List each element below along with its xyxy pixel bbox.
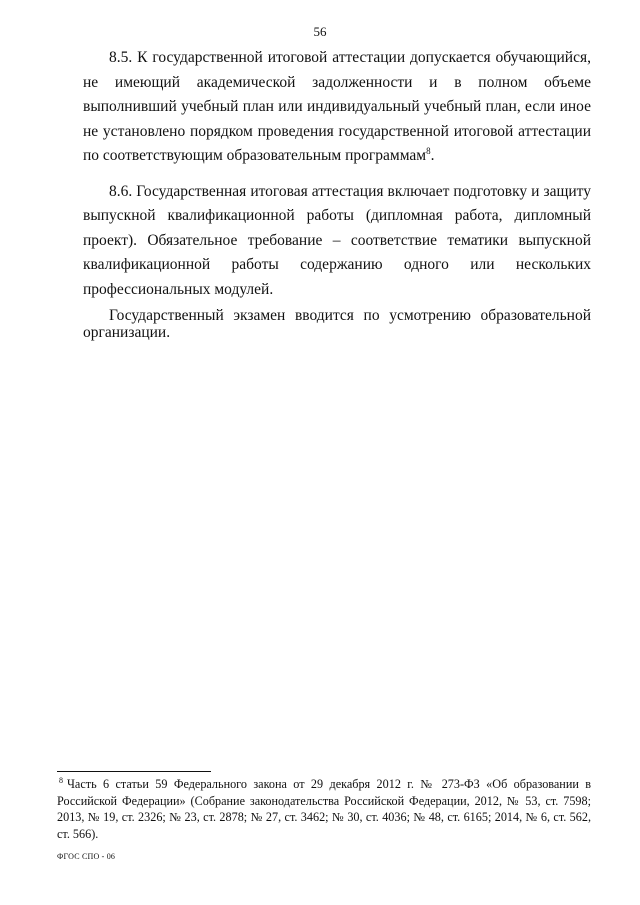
paragraph-8-5-end: . — [430, 147, 435, 164]
paragraph-8-5 — [83, 46, 591, 169]
footnote-text: Часть 6 статьи 59 Федерального закона от 29 декабря 2012 г. № 273-ФЗ «Об образовании в Российской Федерации» (Собрание законодательства Российской Федерации, 2012, № 53, ст. 7598; 2013, № 19, ст. 2326; № 23, ст. 2878; № 27, ст. 3462; № 30, ст. 4036; № 48, ст. 6165; 2014, № 6, ст. 562, ст. 566). — [57, 777, 591, 841]
page-number: 56 — [313, 24, 327, 39]
paragraph-8-6: 8.6. Государственная итоговая аттестация включает подготовку и защиту выпускной квалификационной работы (дипломная работа, дипломный проект). Обязательное требование – соответствие тематики выпускной квалификационной работы содержанию одного или нескольких профессиональных модулей. — [83, 182, 591, 298]
document-code: ФГОС СПО - 06 — [57, 852, 116, 861]
footnote — [57, 776, 591, 842]
paragraph-8-5-text: 8.5. К государственной итоговой аттестации допускается обучающийся, не имеющий академической задолженности и в полном объеме выполнивший учебный план или индивидуальный учебный план, если иное не установлено порядком проведения государственной итоговой аттестации по соответствующим образовательным программам — [83, 49, 591, 164]
paragraph-state-exam: Государственный экзамен вводится по усмотрению образовательной организации. — [83, 307, 591, 341]
footnote-reference: 8 — [426, 145, 431, 156]
footnote-divider — [57, 771, 211, 772]
body-text — [83, 46, 591, 341]
footnote-marker: 8 — [59, 775, 63, 785]
